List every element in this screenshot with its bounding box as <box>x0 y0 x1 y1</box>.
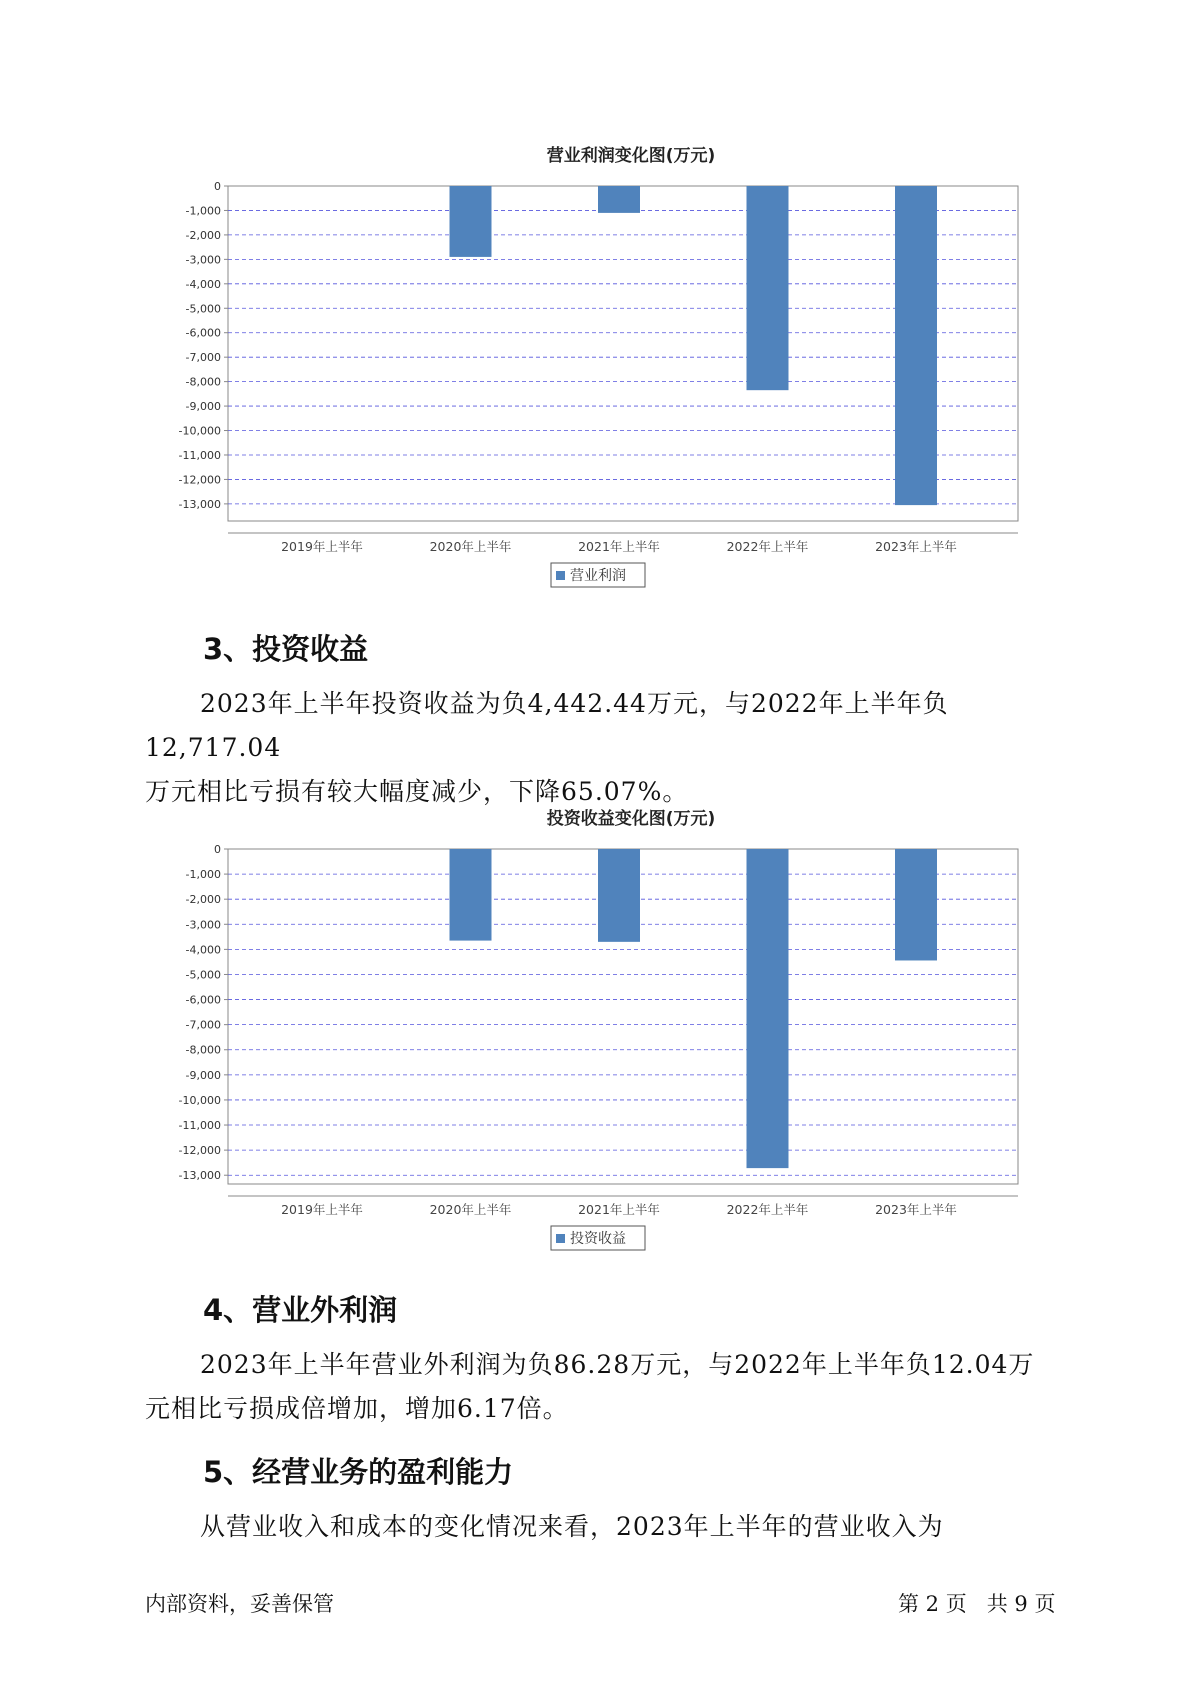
bar <box>598 849 640 942</box>
y-tick-label: -12,000 <box>178 1144 221 1158</box>
y-tick-label: -6,000 <box>185 326 221 340</box>
non-operating-line-2: 元相比亏损成倍增加，增加6.17倍。 <box>145 1394 569 1423</box>
y-tick-label: 0 <box>214 180 221 193</box>
bar <box>747 849 789 1168</box>
y-tick-label: -9,000 <box>185 400 221 414</box>
y-tick-label: -1,000 <box>185 868 221 882</box>
y-tick-label: -8,000 <box>185 1043 221 1057</box>
bar <box>895 186 937 505</box>
y-tick-label: -4,000 <box>185 277 221 291</box>
chart-title: 营业利润变化图(万元) <box>546 146 716 166</box>
y-tick-label: -3,000 <box>185 918 221 932</box>
y-tick-label: -13,000 <box>178 497 221 511</box>
operating-profit-chart <box>0 130 1191 590</box>
y-tick-label: -5,000 <box>185 302 221 316</box>
x-tick-label: 2022年上半年 <box>726 1202 809 1217</box>
bar <box>747 186 789 390</box>
x-tick-label: 2022年上半年 <box>726 539 809 554</box>
section-heading-investment: 3、投资收益 <box>203 632 369 666</box>
x-tick-label: 2019年上半年 <box>281 1202 363 1217</box>
footer-page-number: 第 2 页 共 9 页 <box>898 1592 1056 1616</box>
y-tick-label: -10,000 <box>178 424 221 438</box>
investment-income-chart-svg <box>0 793 1191 1253</box>
bar <box>598 186 640 213</box>
y-tick-label: -2,000 <box>185 893 221 907</box>
y-tick-label: -11,000 <box>178 448 221 462</box>
non-operating-paragraph <box>145 1343 1080 1431</box>
y-tick-label: -10,000 <box>178 1093 221 1107</box>
x-tick-label: 2020年上半年 <box>429 1202 512 1217</box>
y-tick-label: -11,000 <box>178 1119 221 1133</box>
y-tick-label: -6,000 <box>185 993 221 1007</box>
legend-label: 营业利润 <box>570 568 626 584</box>
y-tick-label: -7,000 <box>185 1018 221 1032</box>
section-heading-profitability: 5、经营业务的盈利能力 <box>203 1455 514 1489</box>
legend-swatch <box>556 571 565 580</box>
y-tick-label: -7,000 <box>185 351 221 365</box>
x-tick-label: 2023年上半年 <box>875 1202 957 1217</box>
chart-title: 投资收益变化图(万元) <box>546 809 716 829</box>
x-tick-label: 2023年上半年 <box>875 539 957 554</box>
x-tick-label: 2021年上半年 <box>578 1202 660 1217</box>
y-tick-label: -2,000 <box>185 228 221 242</box>
y-tick-label: -12,000 <box>178 473 221 487</box>
section-heading-non-operating: 4、营业外利润 <box>203 1293 398 1327</box>
y-tick-label: -8,000 <box>185 375 221 389</box>
y-tick-label: -1,000 <box>185 204 221 218</box>
profitability-line-1: 从营业收入和成本的变化情况来看，2023年上半年的营业收入为 <box>200 1512 944 1541</box>
profitability-paragraph <box>145 1505 1080 1549</box>
bar <box>450 186 492 257</box>
bar <box>450 849 492 941</box>
non-operating-line-1: 2023年上半年营业外利润为负86.28万元，与2022年上半年负12.04万 <box>200 1350 1035 1379</box>
y-tick-label: -4,000 <box>185 943 221 957</box>
investment-line-1: 2023年上半年投资收益为负4,442.44万元，与2022年上半年负12,717.04 <box>145 689 949 762</box>
x-tick-label: 2019年上半年 <box>281 539 363 554</box>
y-tick-label: 0 <box>214 843 221 856</box>
y-tick-label: -13,000 <box>178 1169 221 1183</box>
investment-income-chart <box>0 793 1191 1253</box>
y-tick-label: -3,000 <box>185 253 221 267</box>
y-tick-label: -9,000 <box>185 1068 221 1082</box>
y-tick-label: -5,000 <box>185 968 221 982</box>
investment-line-2: 万元相比亏损有较大幅度减少，下降65.07%。 <box>145 777 689 806</box>
operating-profit-chart-svg <box>0 130 1191 590</box>
legend-swatch <box>556 1234 565 1243</box>
x-tick-label: 2021年上半年 <box>578 539 660 554</box>
bar <box>895 849 937 960</box>
legend-label: 投资收益 <box>570 1231 626 1247</box>
x-tick-label: 2020年上半年 <box>429 539 512 554</box>
footer-left: 内部资料，妥善保管 <box>145 1592 334 1616</box>
